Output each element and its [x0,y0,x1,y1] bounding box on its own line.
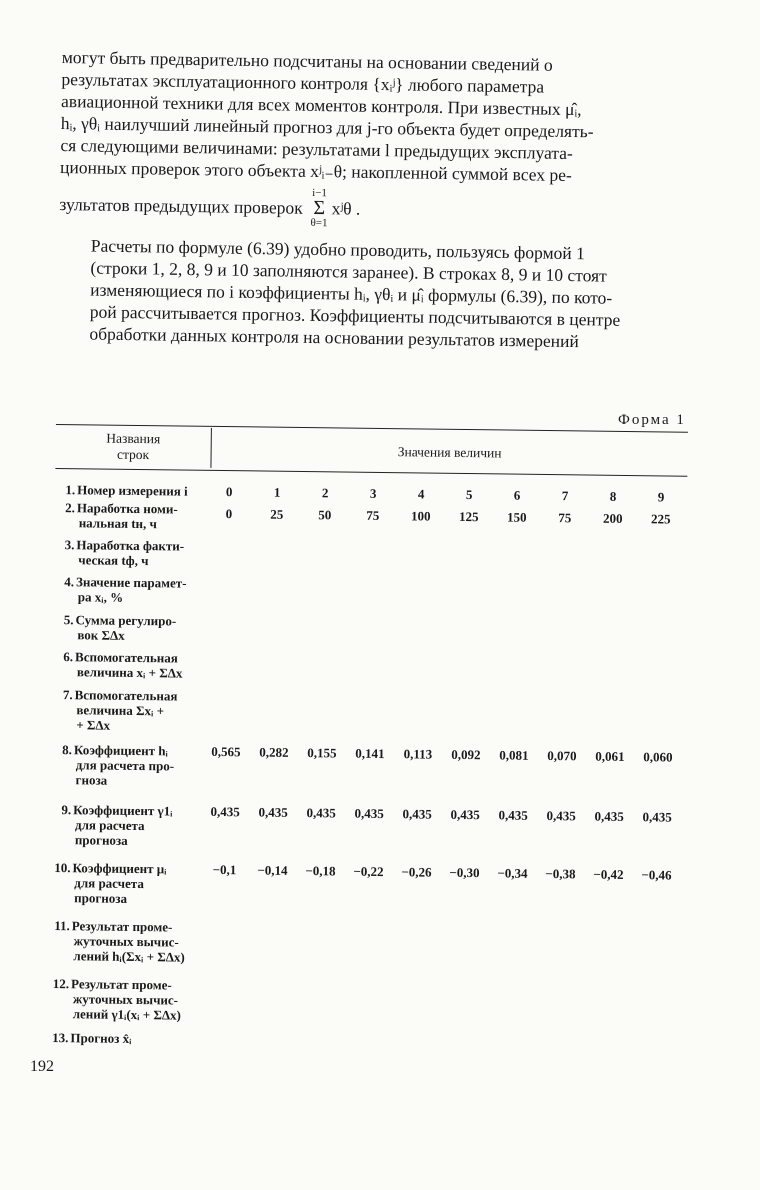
row-label-text: Результат проме- [71,976,172,993]
table-cell: 0,565 [211,743,241,760]
sum-upper-limit: i−1 [312,186,327,200]
row-values [205,484,687,883]
sigma-glyph: Σ [313,196,326,220]
row-label [52,742,211,789]
text-line: ся следующими величинами: результатами l предыдущих эксплуата- [60,134,573,164]
row-number: 11. [54,918,70,934]
row-number: 10. [54,860,71,876]
table-cell: 125 [459,508,479,525]
row-label-line: величина Σxᵢ + [76,702,165,719]
row-number: 6. [63,649,74,665]
row-label-text: Наработка номи- [76,500,178,517]
table-cell: 0,092 [451,746,481,763]
table-cell: 225 [650,511,671,527]
text-line: hᵢ, γθᵢ наилучший линейный прогноз для j-го объекта будет определять- [60,112,594,142]
row-label-text: Номер измерения i [77,482,188,499]
text-line: Расчеты по формуле (6.39) удобно проводить, пользуясь формой 1 [90,235,586,264]
header-row-names [55,430,210,464]
row-label-line: вок ΣΔx [77,627,125,643]
row-label-line: ческая tф, ч [78,552,149,569]
row-label [55,500,213,532]
table-cell: −0,14 [257,862,288,878]
row-label-line: прогноза [74,890,128,906]
text-line: рой рассчитывается прогноз. Коэффициенты подсчитываются в центре [89,301,621,330]
table-cell: 0,435 [594,808,624,824]
text-line: могут быть предварительно подсчитаны на основании сведений о [61,46,553,75]
row-number: 13. [52,1030,69,1046]
row-label-line: прогноза [74,832,128,848]
table-cell: −0,42 [593,866,624,882]
table-cell: 0,060 [643,749,673,765]
body-text [57,46,702,354]
table-cell: 200 [602,510,623,526]
table-cell: 9 [657,489,665,505]
row-labels [52,482,215,1046]
table-cell: 75 [366,507,380,523]
text-line: (строки 1, 2, 8, 9 и 10 заполняются заранее). В строках 8, 9 и 10 стоят [90,257,607,286]
table-cell: 0,435 [354,805,384,822]
table-cell: 0,435 [642,809,672,825]
row-label-line: + ΣΔx [76,717,111,733]
row-label-text: Прогноз x̂ᵢ [70,1030,132,1046]
row-label [54,574,212,606]
row-number: 12. [52,976,70,992]
table-cell: 2 [321,485,329,501]
row-label [49,976,208,1023]
row-label-line: ра xᵢ, % [77,589,124,605]
table-cell: 50 [318,507,332,523]
sum-formula-line [59,184,700,234]
table-cell: −0,38 [545,866,576,882]
formula-prefix: зультатов предыдущих проверок [59,193,303,218]
row-label [54,537,212,569]
table-cell: 0 [225,506,233,522]
table-cell: 0,435 [402,806,432,822]
table-cell: 0,061 [595,748,625,764]
row-label [52,687,211,734]
row-label-text: Вспомогательная [74,687,178,704]
row-label-text: Коэффициент μᵢ [72,860,167,877]
row-label-line [48,1030,206,1047]
text-line: изменяющиеся по i коэффициенты hᵢ, γθᵢ и μ̂ᵢ формулы (6.39), по кото- [90,279,613,308]
table-cell: 0,435 [210,803,240,820]
table-cell: 3 [369,485,377,501]
table-cell: 0,155 [307,745,337,761]
table-cell: 7 [561,488,569,504]
row-label [48,1030,206,1047]
row-label [49,918,208,965]
paragraph-2 [57,234,699,354]
table-cell: 0,113 [403,746,433,762]
table-cell: 0 [225,484,233,500]
table-cell: −0,46 [641,867,672,883]
row-label-line: гноза [75,772,108,788]
header-bottom-rule [55,468,687,477]
form-table [48,420,688,1068]
row-label-line: лений γ1ᵢ(xᵢ + ΣΔx) [72,1006,182,1023]
table-cell: 150 [507,509,527,525]
table-cell: −0,18 [305,863,336,879]
row-number: 1. [65,482,76,498]
row-label-line: для расчета [74,875,144,892]
row-label-line: жуточных вычис- [73,933,179,950]
row-number: 2. [65,500,76,516]
row-label [53,649,211,681]
table-cell: −0,34 [497,865,528,881]
table-cell: 4 [417,486,425,502]
row-number: 4. [64,574,75,590]
table-cell: 6 [513,487,521,503]
row-label-line: жуточных вычис- [72,991,179,1008]
row-number: 3. [64,537,75,553]
header-left-line-1: Названия [106,430,161,447]
row-label-text: Коэффициент hᵢ [73,742,168,759]
table-cell: −0,26 [401,864,432,880]
table-cell: 1 [273,484,281,500]
row-label-line [55,482,213,499]
row-label-text: Коэффициент γ1ᵢ [73,802,173,819]
text-line: ционных проверок этого объекта xʲᵢ₋θ; накопленной суммой всех ре- [59,156,572,186]
table-cell: 0,435 [498,807,528,823]
row-label [53,612,211,644]
table-cell: 0,435 [258,804,288,820]
form-label: Форма 1 [618,412,686,428]
table-cell: 75 [558,510,572,526]
row-label-line: для расчета про- [75,757,175,774]
row-label-line: для расчета [74,817,145,834]
header-values: Значения величин [397,444,502,461]
table-cell: −0,30 [449,864,480,881]
row-label [55,482,213,499]
table-cell: 0,282 [259,744,289,760]
table-cell: −0,22 [353,863,384,880]
table-cell: −0,1 [212,861,237,878]
row-label-text: Значение парамет- [75,574,187,591]
row-number: 5. [63,612,74,628]
row-label-line: лений hᵢ(Σxᵢ + ΣΔx) [73,948,185,965]
page-number: 192 [30,1058,54,1075]
sum-symbol [310,188,328,228]
table-cell: 100 [411,508,431,524]
table-cell: 0,435 [546,808,576,824]
table-cell: 0,435 [306,805,336,821]
sum-lower-limit: θ=1 [310,216,328,230]
row-label-text: Результат проме- [71,918,173,935]
table-cell: 5 [465,487,473,503]
text-line: авиационной техники для всех моментов контроля. При известных μ̂ᵢ, [60,90,582,120]
row-label [50,860,209,907]
table-cell: 0,141 [355,745,385,762]
table-cell: 0,081 [499,747,529,763]
row-label-text: Вспомогательная [75,649,178,666]
row-label [51,802,210,849]
paragraph-1 [60,46,702,188]
row-label-line: величина xᵢ + ΣΔx [76,664,183,681]
sum-term: xʲθ . [331,198,361,219]
text-line: результатах эксплуатационного контроля {xᵢʲ} любого параметра [61,68,545,97]
row-number: 9. [61,802,72,818]
row-number: 7. [62,687,73,703]
row-label-line: нальная tн, ч [78,515,158,532]
row-label-text: Сумма регулиро- [75,612,177,629]
text-line: обработки данных контроля на основании результатов измерений [89,323,579,352]
row-label-text: Наработка факти- [76,537,185,554]
table-cell: 0,070 [547,748,577,764]
table-cell: 25 [270,506,284,522]
table-cell: 0,435 [450,806,480,823]
header-left-line-2: строк [116,446,150,463]
row-number: 8. [62,742,73,758]
table-cell: 8 [609,488,617,504]
